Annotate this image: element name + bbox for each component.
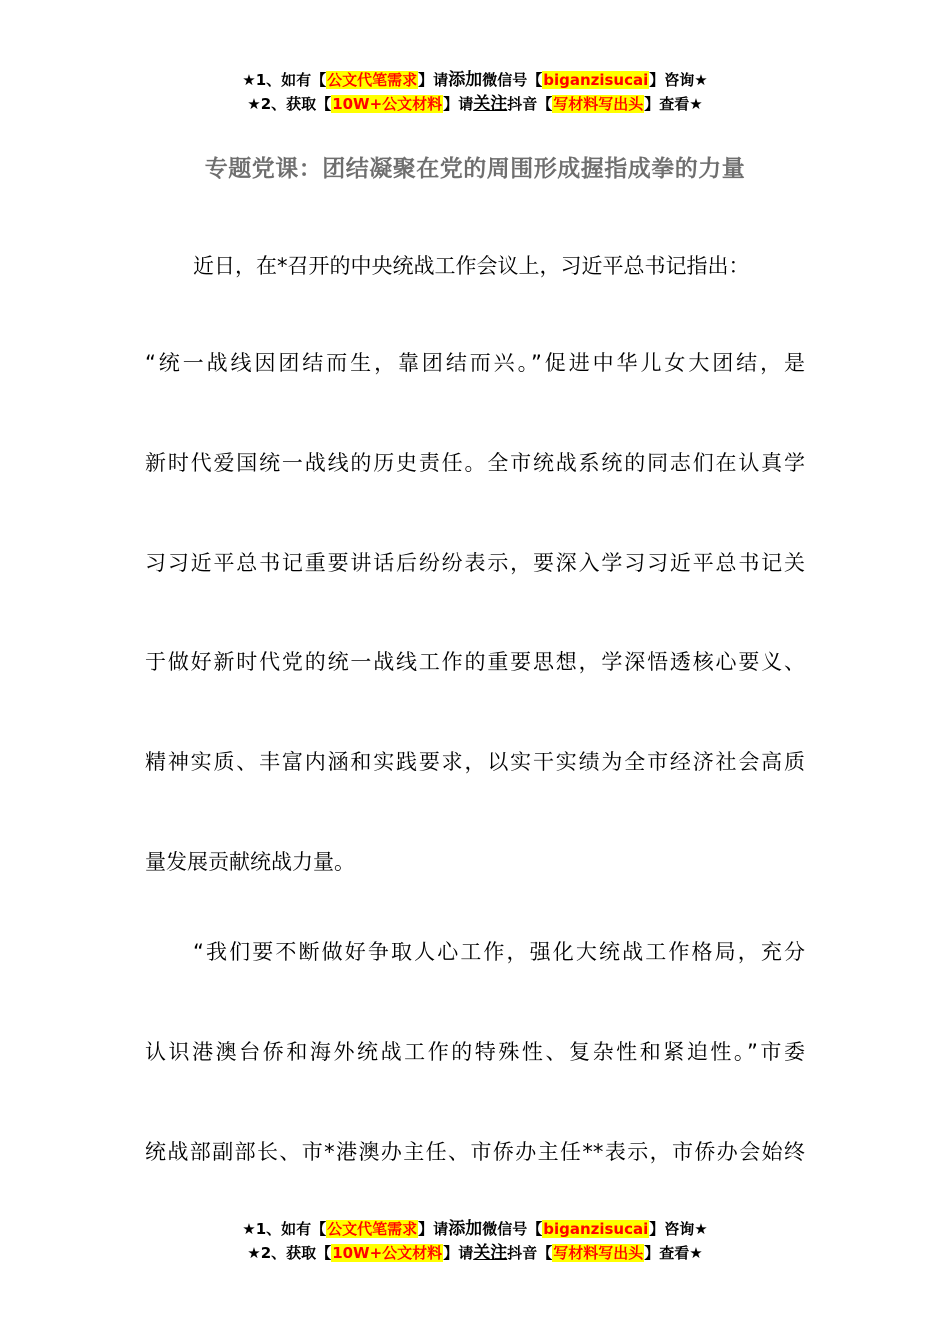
highlight-service: 公文代笔需求 [327, 71, 418, 89]
banner-text: 】查看★ [644, 1244, 703, 1262]
banner-text: 】咨询★ [649, 1220, 708, 1238]
banner-emphasis: 关注 [473, 94, 508, 114]
body-line-3: 新时代爱国统一战线的历史责任。全市统战系统的同志们在认真学 [145, 451, 805, 475]
body-line-10: 统战部副部长、市*港澳办主任、市侨办主任**表示，市侨办会始终 [145, 1140, 805, 1164]
header-banner [0, 68, 950, 116]
highlight-service: 公文代笔需求 [327, 1220, 418, 1238]
footer-banner-line-2 [0, 1241, 950, 1265]
banner-text: ★2、获取【 [247, 95, 332, 113]
highlight-douyin-account: 写材料写出头 [553, 1244, 644, 1262]
header-banner-line-1 [0, 68, 950, 92]
body-line-1: 近日，在*召开的中央统战工作会议上，习近平总书记指出： [193, 254, 750, 278]
banner-text: ★2、获取【 [247, 1244, 332, 1262]
banner-text: ★1、如有【 [242, 71, 327, 89]
banner-text: 微信号【 [482, 1220, 543, 1238]
banner-text: 】请 [443, 1244, 474, 1262]
banner-text: 】请 [418, 1220, 449, 1238]
footer-banner-line-1 [0, 1217, 950, 1241]
banner-text: 抖音【 [507, 95, 553, 113]
body-line-7: 量发展贡献统战力量。 [145, 850, 355, 874]
body-line-6: 精神实质、丰富内涵和实践要求，以实干实绩为全市经济社会高质 [145, 750, 805, 774]
body-line-9: 认识港澳台侨和海外统战工作的特殊性、复杂性和紧迫性。”市委 [145, 1040, 805, 1064]
highlight-douyin-account: 写材料写出头 [553, 95, 644, 113]
banner-emphasis: 添加 [448, 70, 483, 90]
banner-emphasis: 添加 [448, 1219, 483, 1239]
banner-text: 】咨询★ [649, 71, 708, 89]
banner-text: 】查看★ [644, 95, 703, 113]
footer-banner [0, 1217, 950, 1265]
body-line-2: “统一战线因团结而生，靠团结而兴。”促进中华儿女大团结，是 [145, 351, 805, 375]
header-banner-line-2 [0, 92, 950, 116]
body-line-8: “我们要不断做好争取人心工作，强化大统战工作格局，充分 [193, 940, 805, 964]
banner-text: 】请 [443, 95, 474, 113]
highlight-wechat-id: biganzisucai [543, 71, 649, 89]
highlight-materials: 10W+公文材料 [332, 1244, 443, 1262]
body-line-4: 习习近平总书记重要讲话后纷纷表示，要深入学习习近平总书记关 [145, 551, 805, 575]
highlight-wechat-id: biganzisucai [543, 1220, 649, 1238]
body-line-5: 于做好新时代党的统一战线工作的重要思想，学深悟透核心要义、 [145, 650, 805, 674]
banner-text: 】请 [418, 71, 449, 89]
highlight-materials: 10W+公文材料 [332, 95, 443, 113]
document-title: 专题党课：团结凝聚在党的周围形成握指成拳的力量 [204, 156, 746, 182]
banner-text: 微信号【 [482, 71, 543, 89]
banner-text: ★1、如有【 [242, 1220, 327, 1238]
banner-text: 抖音【 [507, 1244, 553, 1262]
banner-emphasis: 关注 [473, 1243, 508, 1263]
